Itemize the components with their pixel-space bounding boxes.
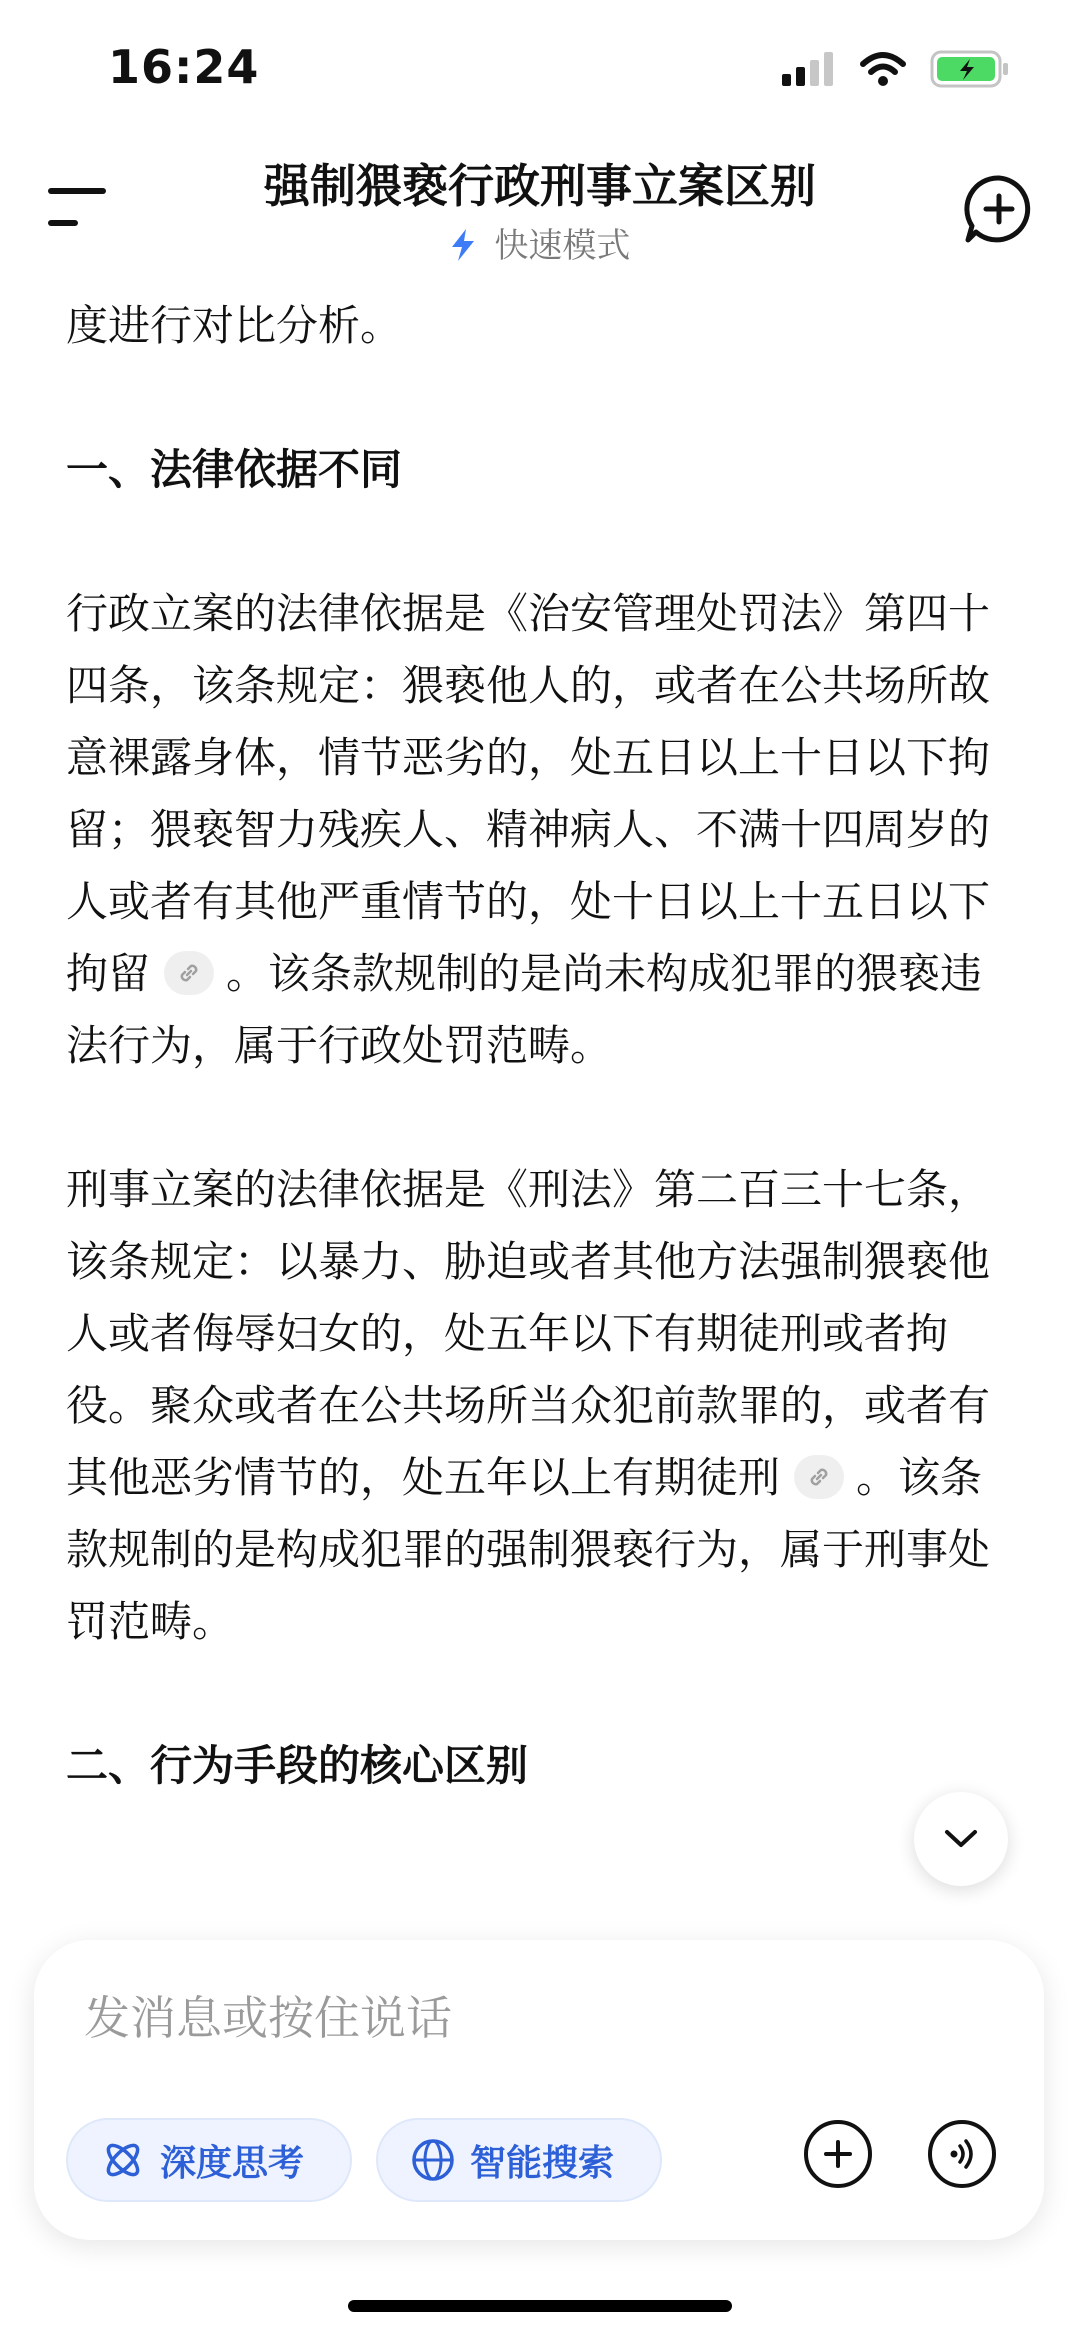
new-chat-button[interactable] [962,172,1036,246]
reference-link-button[interactable] [794,1455,844,1499]
mode-indicator[interactable] [0,218,1080,267]
atom-icon [100,2137,146,2183]
new-chat-icon [962,172,1036,246]
voice-icon [945,2137,979,2171]
status-icons [782,50,1010,88]
globe-icon [410,2137,456,2183]
paragraph-administrative-text: 行政立案的法律依据是《治安管理处罚法》第四十四条，该条规定：猥亵他人的，或者在公共场所故意裸露身体，情节恶劣的，处五日以上十日以下拘留；猥亵智力残疾人、精神病人、不满十四周岁的人或者有其他严重情节的，处十日以上十五日以下拘留 [66,589,991,998]
home-indicator [348,2300,732,2312]
deep-think-label: 深度思考 [160,2142,305,2184]
plus-icon [822,2138,854,2170]
intro-tail: 度进行对比分析。 [66,301,403,350]
link-icon [806,1464,832,1490]
section-heading-2: 二、行为手段的核心区别 [66,1741,529,1790]
voice-call-button[interactable] [928,2120,996,2188]
paragraph-criminal [66,1154,1006,1658]
paragraph-administrative [66,578,1006,1082]
reference-link-button[interactable] [164,951,214,995]
status-time: 16:24 [108,40,260,94]
chevron-down-icon [943,1828,979,1850]
paragraph-criminal-tail: 。该条款规制的是构成犯罪的强制猥亵行为，属于刑事处罚范畴。 [66,1453,991,1646]
wifi-icon [860,52,906,86]
cellular-signal-icon [782,52,836,86]
message-content [66,290,1006,1802]
paragraph-criminal-text: 刑事立案的法律依据是《刑法》第二百三十七条，该条规定：以暴力、胁迫或者其他方法强制猥亵他人或者侮辱妇女的，处五年以下有期徒刑或者拘役。聚众或者在公共场所当众犯前款罪的，或者有其他恶劣情节的，处五年以上有期徒刑 [66,1165,991,1502]
lightning-icon [450,226,487,266]
deep-think-button[interactable] [66,2118,352,2202]
paragraph-administrative-tail: 。该条款规制的是尚未构成犯罪的猥亵违法行为，属于行政处罚范畴。 [66,949,983,1070]
smart-search-label: 智能搜索 [470,2142,615,2184]
mode-label: 快速模式 [494,226,631,266]
message-composer [34,1940,1044,2240]
message-input[interactable]: 发消息或按住说话 [84,1991,452,2045]
link-icon [176,960,202,986]
smart-search-button[interactable] [376,2118,662,2202]
section-heading-1: 一、法律依据不同 [66,445,403,494]
conversation-title[interactable]: 强制猥亵行政刑事立案区别 [264,159,816,213]
attach-button[interactable] [804,2120,872,2188]
status-bar [0,0,1080,140]
scroll-to-bottom-button[interactable] [914,1792,1008,1886]
battery-icon [930,50,1010,88]
